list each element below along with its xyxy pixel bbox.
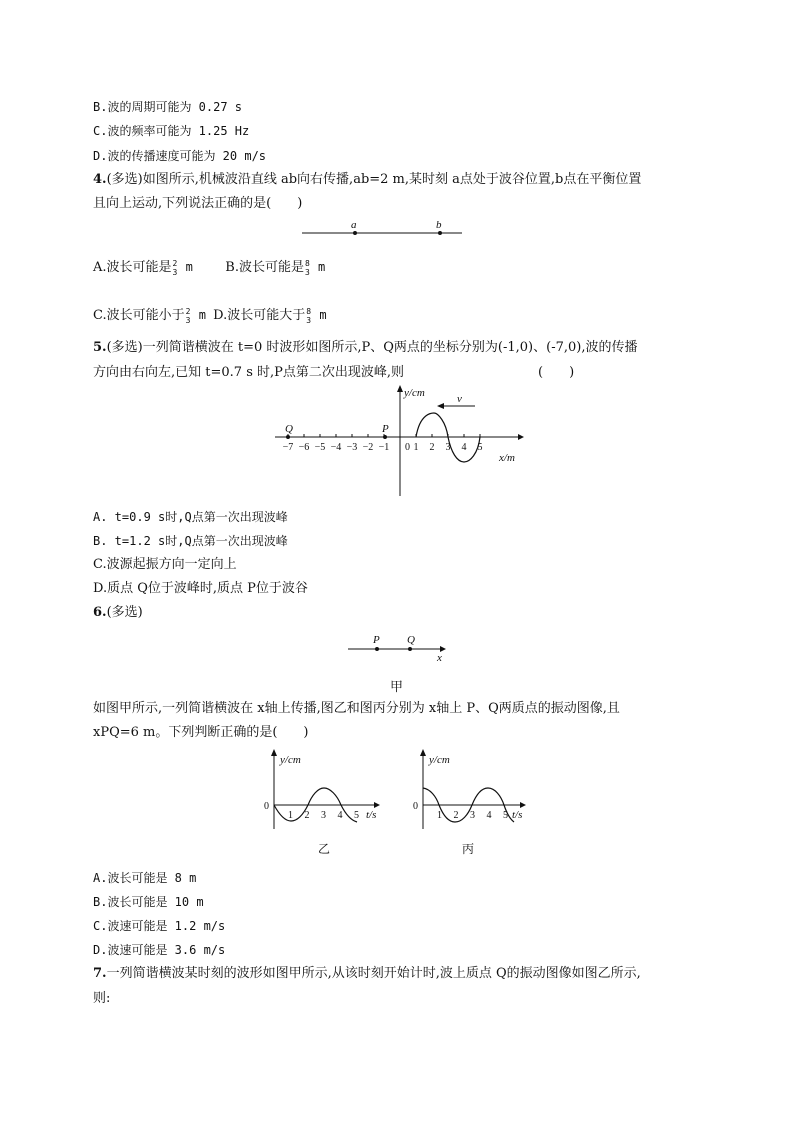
q4-stem-line2: 且向上运动,下列说法正确的是( )	[93, 196, 303, 211]
q6-bing-origin: 0	[413, 801, 418, 812]
q5-tick-label: 3	[445, 442, 451, 453]
q7-number: 7.	[93, 966, 107, 981]
q7-stem-line1: 7.一列简谐横波某时刻的波形如图甲所示,从该时刻开始计时,波上质点 Q的振动图像如图乙所示,	[93, 966, 641, 981]
q6-jia-label-q: Q	[407, 634, 415, 646]
q6-bing-y-label: y/cm	[429, 754, 450, 766]
q5-option-a: A. t=0.9 s时,Q点第一次出现波峰	[93, 510, 288, 524]
q6-yi-tick-label: 3	[321, 810, 326, 821]
q4-option-d: D.波长可能大于 8 3 m	[213, 306, 327, 325]
q6-figure-jia	[345, 628, 455, 664]
q4-option-d-fraction: 8 3	[306, 306, 312, 325]
q4-option-b: B.波长可能是 8 3 m	[225, 258, 326, 277]
q4-option-a: A.波长可能是 2 3 m	[93, 258, 193, 277]
q6-option-b: B.波长可能是 10 m	[93, 895, 204, 909]
q6-bing-tick-label: 3	[470, 810, 475, 821]
q5-y-axis-label: y/cm	[404, 387, 425, 399]
q4-option-b-fraction: 8 3	[304, 258, 310, 277]
q5-tick-label: −1	[378, 442, 390, 453]
q6-yi-tick-label: 4	[337, 810, 343, 821]
q5-tick-label: −6	[298, 442, 310, 453]
q5-stem-line2: 方向由右向左,已知 t=0.7 s 时,P点第二次出现波峰,则	[93, 365, 405, 380]
q3-option-b: B.波的周期可能为 0.27 s	[93, 100, 243, 114]
q4-options-ab	[93, 258, 325, 277]
q5-tick-label: −3	[346, 442, 358, 453]
q4-number: 4.	[93, 172, 107, 187]
q4-figure-line-ab	[300, 218, 470, 240]
q6-stem-line1: 如图甲所示,一列简谐横波在 x轴上传播,图乙和图丙分别为 x轴上 P、Q两质点的振动图像,且	[93, 701, 620, 716]
q3-option-c: C.波的频率可能为 1.25 Hz	[93, 124, 250, 138]
q5-label-q: Q	[285, 423, 293, 435]
q6-number: 6.	[93, 605, 107, 620]
q6-stem-head: 6.(多选)	[93, 605, 143, 620]
q5-option-b: B. t=1.2 s时,Q点第一次出现波峰	[93, 534, 288, 548]
q4-option-c: C.波长可能小于 2 3 m	[93, 306, 206, 325]
q6-jia-label-p: P	[373, 634, 380, 646]
q6-bing-tick-label: 4	[486, 810, 492, 821]
q4-stem-line1: 4.(多选)如图所示,机械波沿直线 ab向右传播,ab=2 m,某时刻 a点处于波谷位置,b点在平衡位置	[93, 172, 642, 187]
q5-option-c: C.波源起振方向一定向上	[93, 557, 237, 572]
q6-yi-tick-label: 1	[288, 810, 293, 821]
q4-label-a: a	[351, 219, 357, 231]
q6-jia-label-x: x	[437, 652, 442, 664]
q6-option-d: D.波速可能是 3.6 m/s	[93, 943, 226, 957]
q5-tick-label: 5	[477, 442, 483, 453]
q6-caption-jia: 甲	[390, 680, 404, 695]
q5-option-d: D.质点 Q位于波峰时,质点 P位于波谷	[93, 581, 308, 596]
q5-label-p: P	[382, 423, 389, 435]
q4-options-cd	[93, 306, 327, 325]
q5-origin-label: 0	[405, 442, 410, 453]
q5-answer-paren: ( )	[538, 365, 575, 380]
q4-option-a-fraction: 2 3	[172, 258, 178, 277]
q7-stem-line2: 则:	[93, 991, 111, 1006]
q6-yi-x-label: t/s	[366, 809, 377, 821]
q6-figure-yi	[258, 746, 388, 834]
q4-option-c-fraction: 2 3	[185, 306, 191, 325]
q6-caption-bing: 丙	[462, 842, 475, 856]
q6-option-c: C.波速可能是 1.2 m/s	[93, 919, 226, 933]
q5-tick-label: −2	[362, 442, 374, 453]
q5-number: 5.	[93, 340, 107, 355]
q6-stem-line2: xPQ=6 m。下列判断正确的是( )	[93, 725, 309, 740]
q5-tick-label: −5	[314, 442, 326, 453]
q5-velocity-label: v	[457, 393, 462, 405]
q6-bing-tick-label: 5	[503, 810, 508, 821]
q4-label-b: b	[436, 219, 442, 231]
q6-yi-tick-label: 2	[304, 810, 310, 821]
q5-tick-label: 1	[413, 442, 419, 453]
q6-yi-origin: 0	[264, 801, 269, 812]
q6-yi-tick-label: 5	[354, 810, 359, 821]
q3-option-d: D.波的传播速度可能为 20 m/s	[93, 149, 267, 163]
q6-bing-x-label: t/s	[512, 809, 523, 821]
q5-wave-figure	[270, 382, 530, 500]
q5-tick-label: 4	[461, 442, 467, 453]
q6-caption-yi: 乙	[318, 842, 331, 856]
q5-x-axis-label: x/m	[499, 452, 515, 464]
q5-tick-label: −4	[330, 442, 342, 453]
q5-stem-line1: 5.(多选)一列简谐横波在 t=0 时波形如图所示,P、Q两点的坐标分别为(-1,0)、(-7,0),波的传播	[93, 340, 638, 355]
q6-option-a: A.波长可能是 8 m	[93, 871, 197, 885]
q6-bing-tick-label: 1	[437, 810, 442, 821]
q6-bing-tick-label: 2	[453, 810, 459, 821]
q5-tick-label: 2	[429, 442, 435, 453]
q6-figure-bing	[402, 746, 532, 834]
q5-tick-label: −7	[282, 442, 294, 453]
q6-yi-y-label: y/cm	[280, 754, 301, 766]
